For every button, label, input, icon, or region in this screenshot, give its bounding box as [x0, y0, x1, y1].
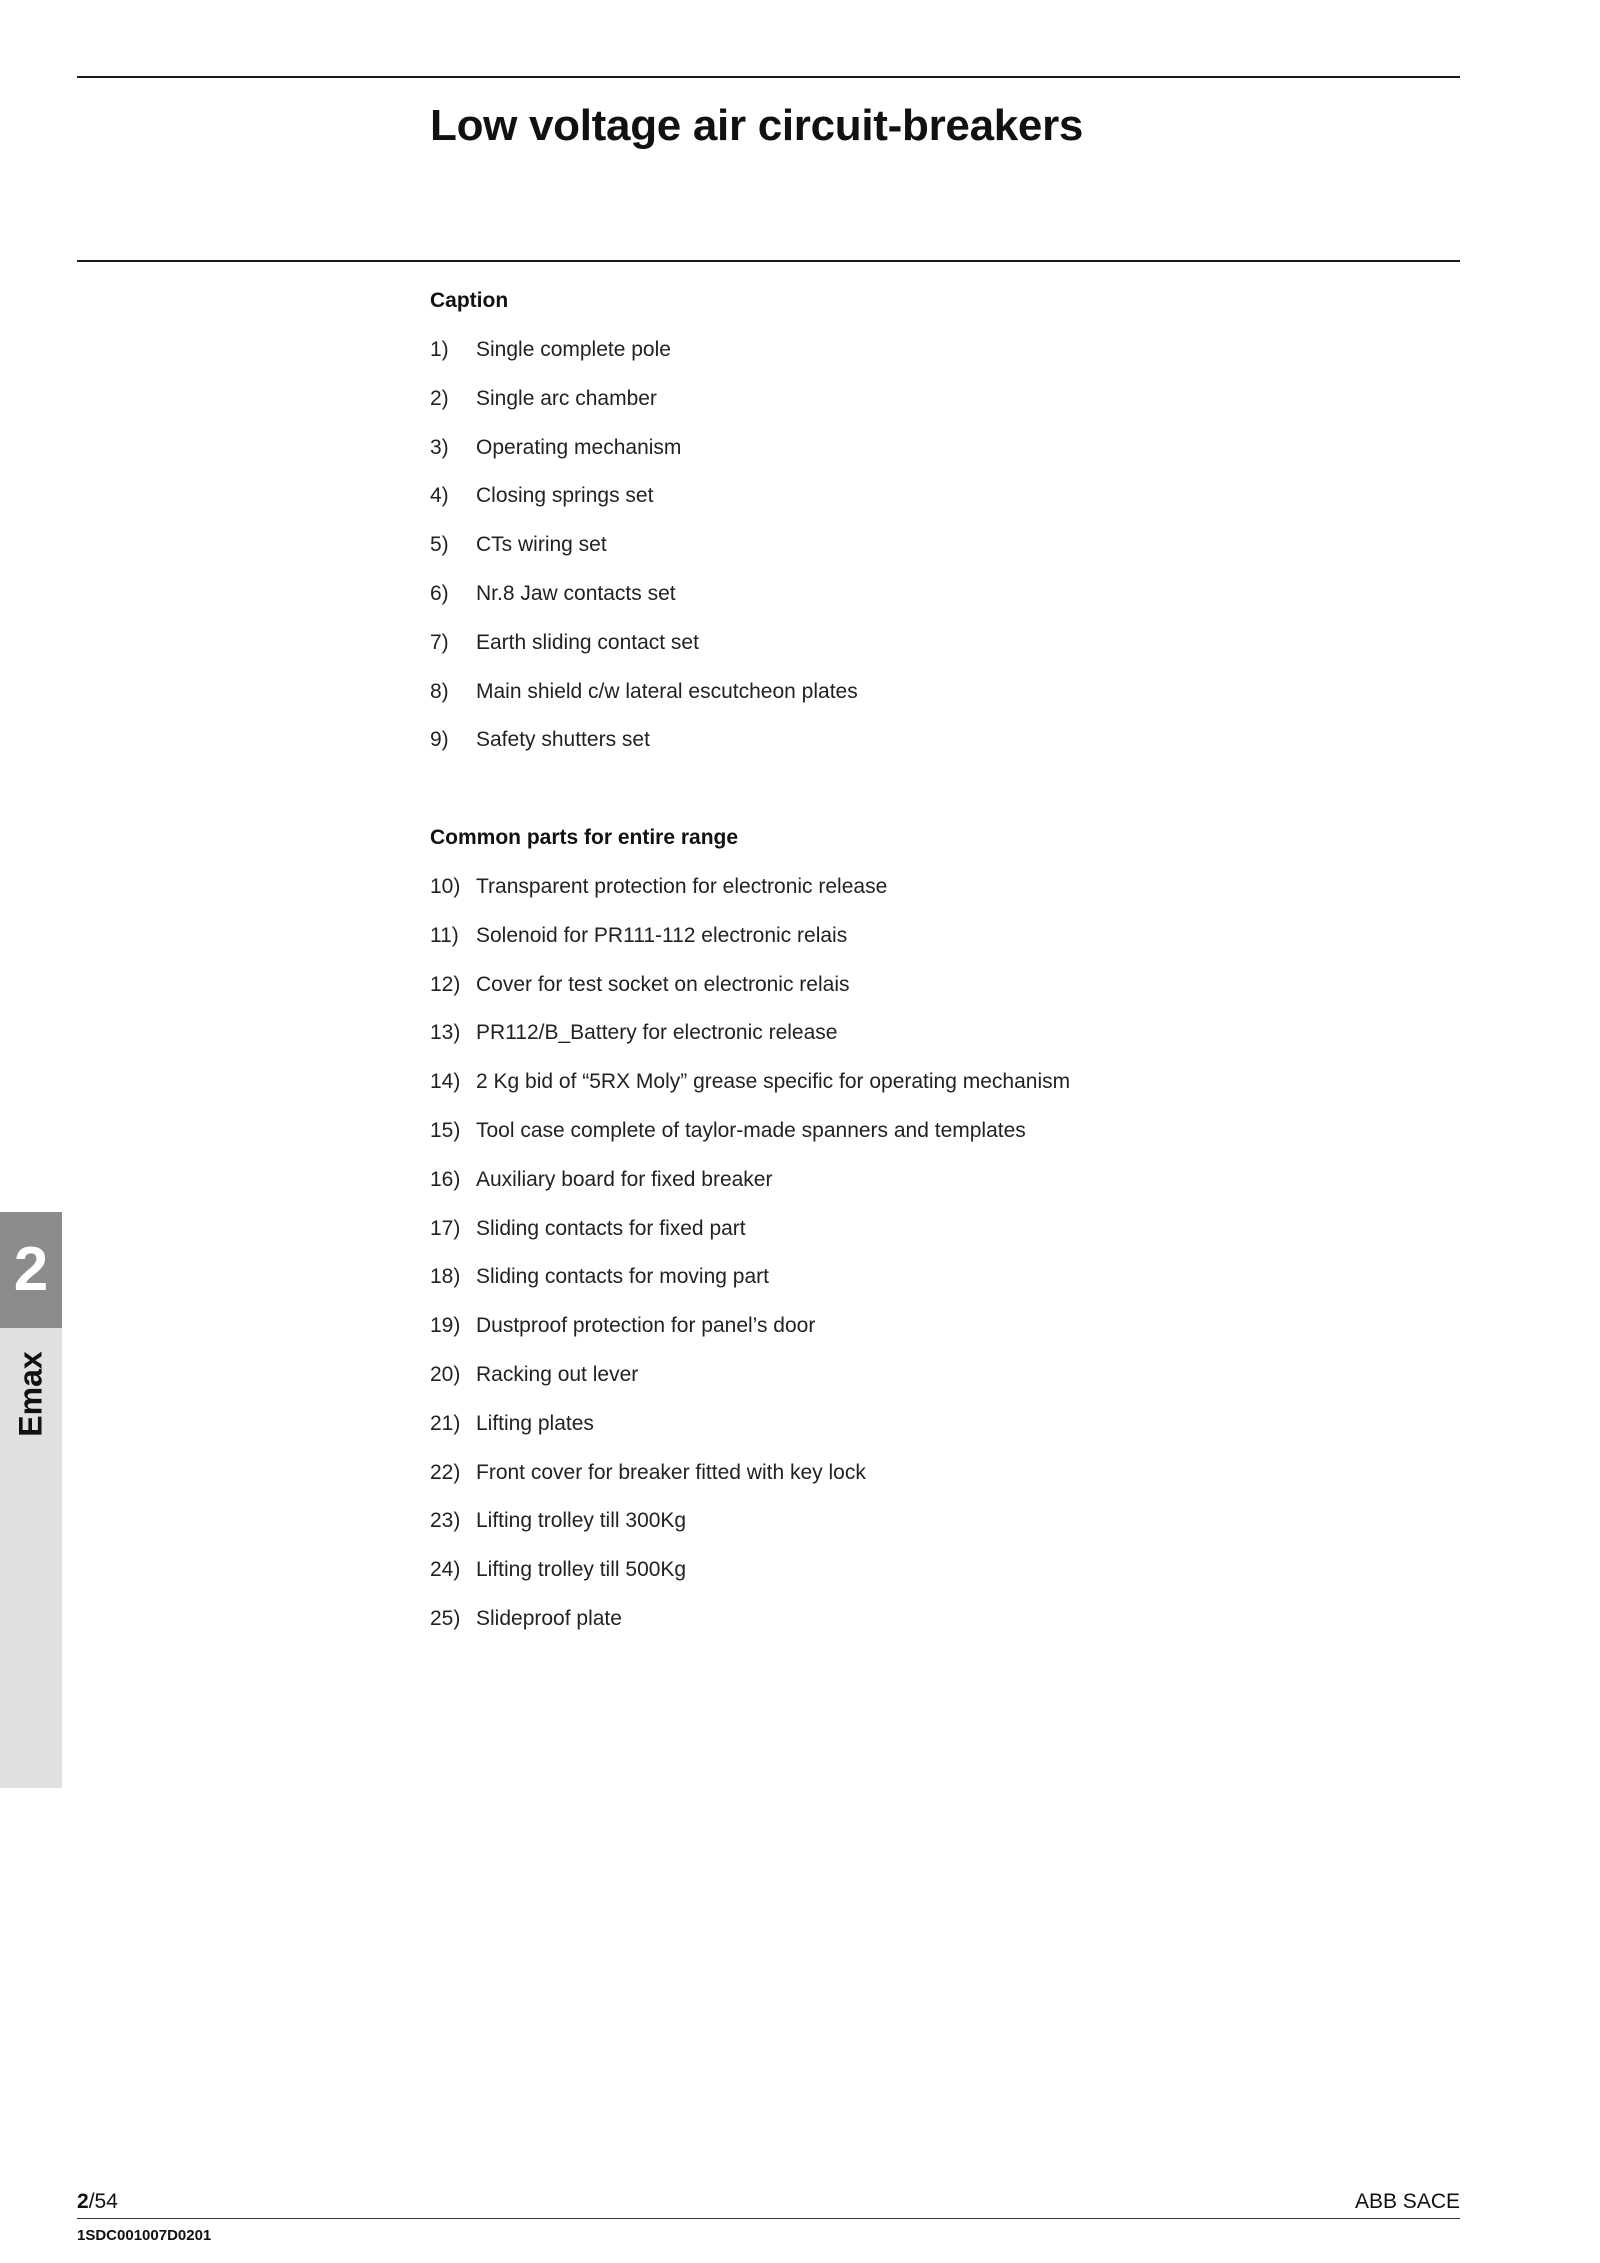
list-item [430, 580, 858, 629]
item-text: PR112/B_Battery for electronic release [476, 1021, 838, 1045]
item-number: 5) [430, 533, 449, 557]
item-text: Cover for test socket on electronic relais [476, 972, 850, 996]
page-total: /54 [88, 2190, 118, 2213]
item-number: 22) [430, 1460, 461, 1484]
item-text: Sliding contacts for moving part [476, 1265, 769, 1289]
caption-heading: Caption [430, 289, 509, 312]
item-number: 10) [430, 875, 461, 898]
document-code: 1SDC001007D0201 [77, 2227, 212, 2244]
common-parts-list [430, 873, 1070, 1654]
item-text: Front cover for breaker fitted with key lock [476, 1460, 866, 1484]
item-number: 24) [430, 1558, 461, 1582]
item-number: 17) [430, 1216, 461, 1240]
list-item [430, 1068, 1070, 1117]
list-item [430, 1605, 1070, 1654]
item-text: Auxiliary board for fixed breaker [476, 1167, 773, 1191]
list-item [430, 531, 858, 580]
item-text: Lifting trolley till 500Kg [476, 1558, 687, 1582]
item-number: 18) [430, 1265, 461, 1289]
item-number: 23) [430, 1509, 461, 1533]
item-text: Operating mechanism [476, 435, 682, 459]
item-number: 4) [430, 484, 449, 508]
list-item [430, 629, 858, 678]
item-text: Dustproof protection for panel’s door [476, 1314, 816, 1338]
item-number: 14) [430, 1070, 461, 1094]
item-text: Transparent protection for electronic release [476, 875, 888, 898]
item-text: Main shield c/w lateral escutcheon plates [476, 679, 858, 703]
item-number: 1) [430, 338, 449, 361]
footer-rule [77, 2218, 1460, 2219]
item-number: 8) [430, 679, 449, 703]
item-number: 9) [430, 728, 449, 752]
item-text: CTs wiring set [476, 533, 607, 557]
item-number: 21) [430, 1411, 461, 1435]
list-item [430, 1556, 1070, 1605]
page-number [77, 2188, 118, 2216]
item-number: 16) [430, 1167, 461, 1191]
item-text: Solenoid for PR111-112 electronic relais [476, 923, 848, 947]
header-bottom-rule [77, 260, 1460, 262]
chapter-label: Emax [12, 1351, 49, 1437]
item-text: Safety shutters set [476, 728, 650, 752]
page-title: Low voltage air circuit-breakers [430, 101, 1084, 150]
list-item [430, 482, 858, 531]
list-item [430, 971, 1070, 1020]
list-item [430, 336, 858, 385]
item-text: Nr.8 Jaw contacts set [476, 581, 676, 605]
chapter-side-tab [0, 1212, 62, 1788]
list-item [430, 1117, 1070, 1166]
item-text: Slideproof plate [476, 1606, 622, 1630]
list-item [430, 1215, 1070, 1264]
item-number: 13) [430, 1021, 461, 1045]
caption-list [430, 336, 858, 775]
list-item [430, 1263, 1070, 1312]
common-parts-heading: Common parts for entire range [430, 826, 739, 849]
chapter-number: 2 [0, 1212, 62, 1328]
item-number: 11) [430, 923, 459, 947]
item-text: Lifting plates [476, 1411, 594, 1435]
list-item [430, 922, 1070, 971]
item-number: 25) [430, 1606, 461, 1630]
item-text: Racking out lever [476, 1362, 639, 1386]
list-item [430, 1507, 1070, 1556]
list-item [430, 1361, 1070, 1410]
list-item [430, 1019, 1070, 1068]
item-text: Earth sliding contact set [476, 630, 699, 654]
list-item [430, 873, 1070, 922]
item-text: Closing springs set [476, 484, 654, 508]
item-text: Single complete pole [476, 338, 671, 361]
item-number: 3) [430, 435, 449, 459]
list-item [430, 1166, 1070, 1215]
list-item [430, 726, 858, 775]
item-text: Lifting trolley till 300Kg [476, 1509, 687, 1533]
list-item [430, 678, 858, 727]
list-item [430, 1312, 1070, 1361]
header-top-rule [77, 76, 1460, 78]
item-number: 7) [430, 630, 449, 654]
item-text: Sliding contacts for fixed part [476, 1216, 746, 1240]
list-item [430, 434, 858, 483]
brand-name: ABB SACE [1354, 2190, 1460, 2213]
list-item [430, 1410, 1070, 1459]
list-item [430, 385, 858, 434]
item-number: 20) [430, 1362, 461, 1386]
item-text: 2 Kg bid of “5RX Moly” grease specific for operating mechanism [476, 1070, 1071, 1094]
item-number: 6) [430, 581, 449, 605]
item-text: Tool case complete of taylor-made spanners and templates [476, 1118, 1026, 1142]
list-item [430, 1459, 1070, 1508]
item-text: Single arc chamber [476, 386, 657, 410]
item-number: 12) [430, 972, 461, 996]
item-number: 2) [430, 386, 449, 410]
item-number: 15) [430, 1118, 461, 1142]
page-current: 2 [77, 2190, 89, 2213]
item-number: 19) [430, 1314, 461, 1338]
